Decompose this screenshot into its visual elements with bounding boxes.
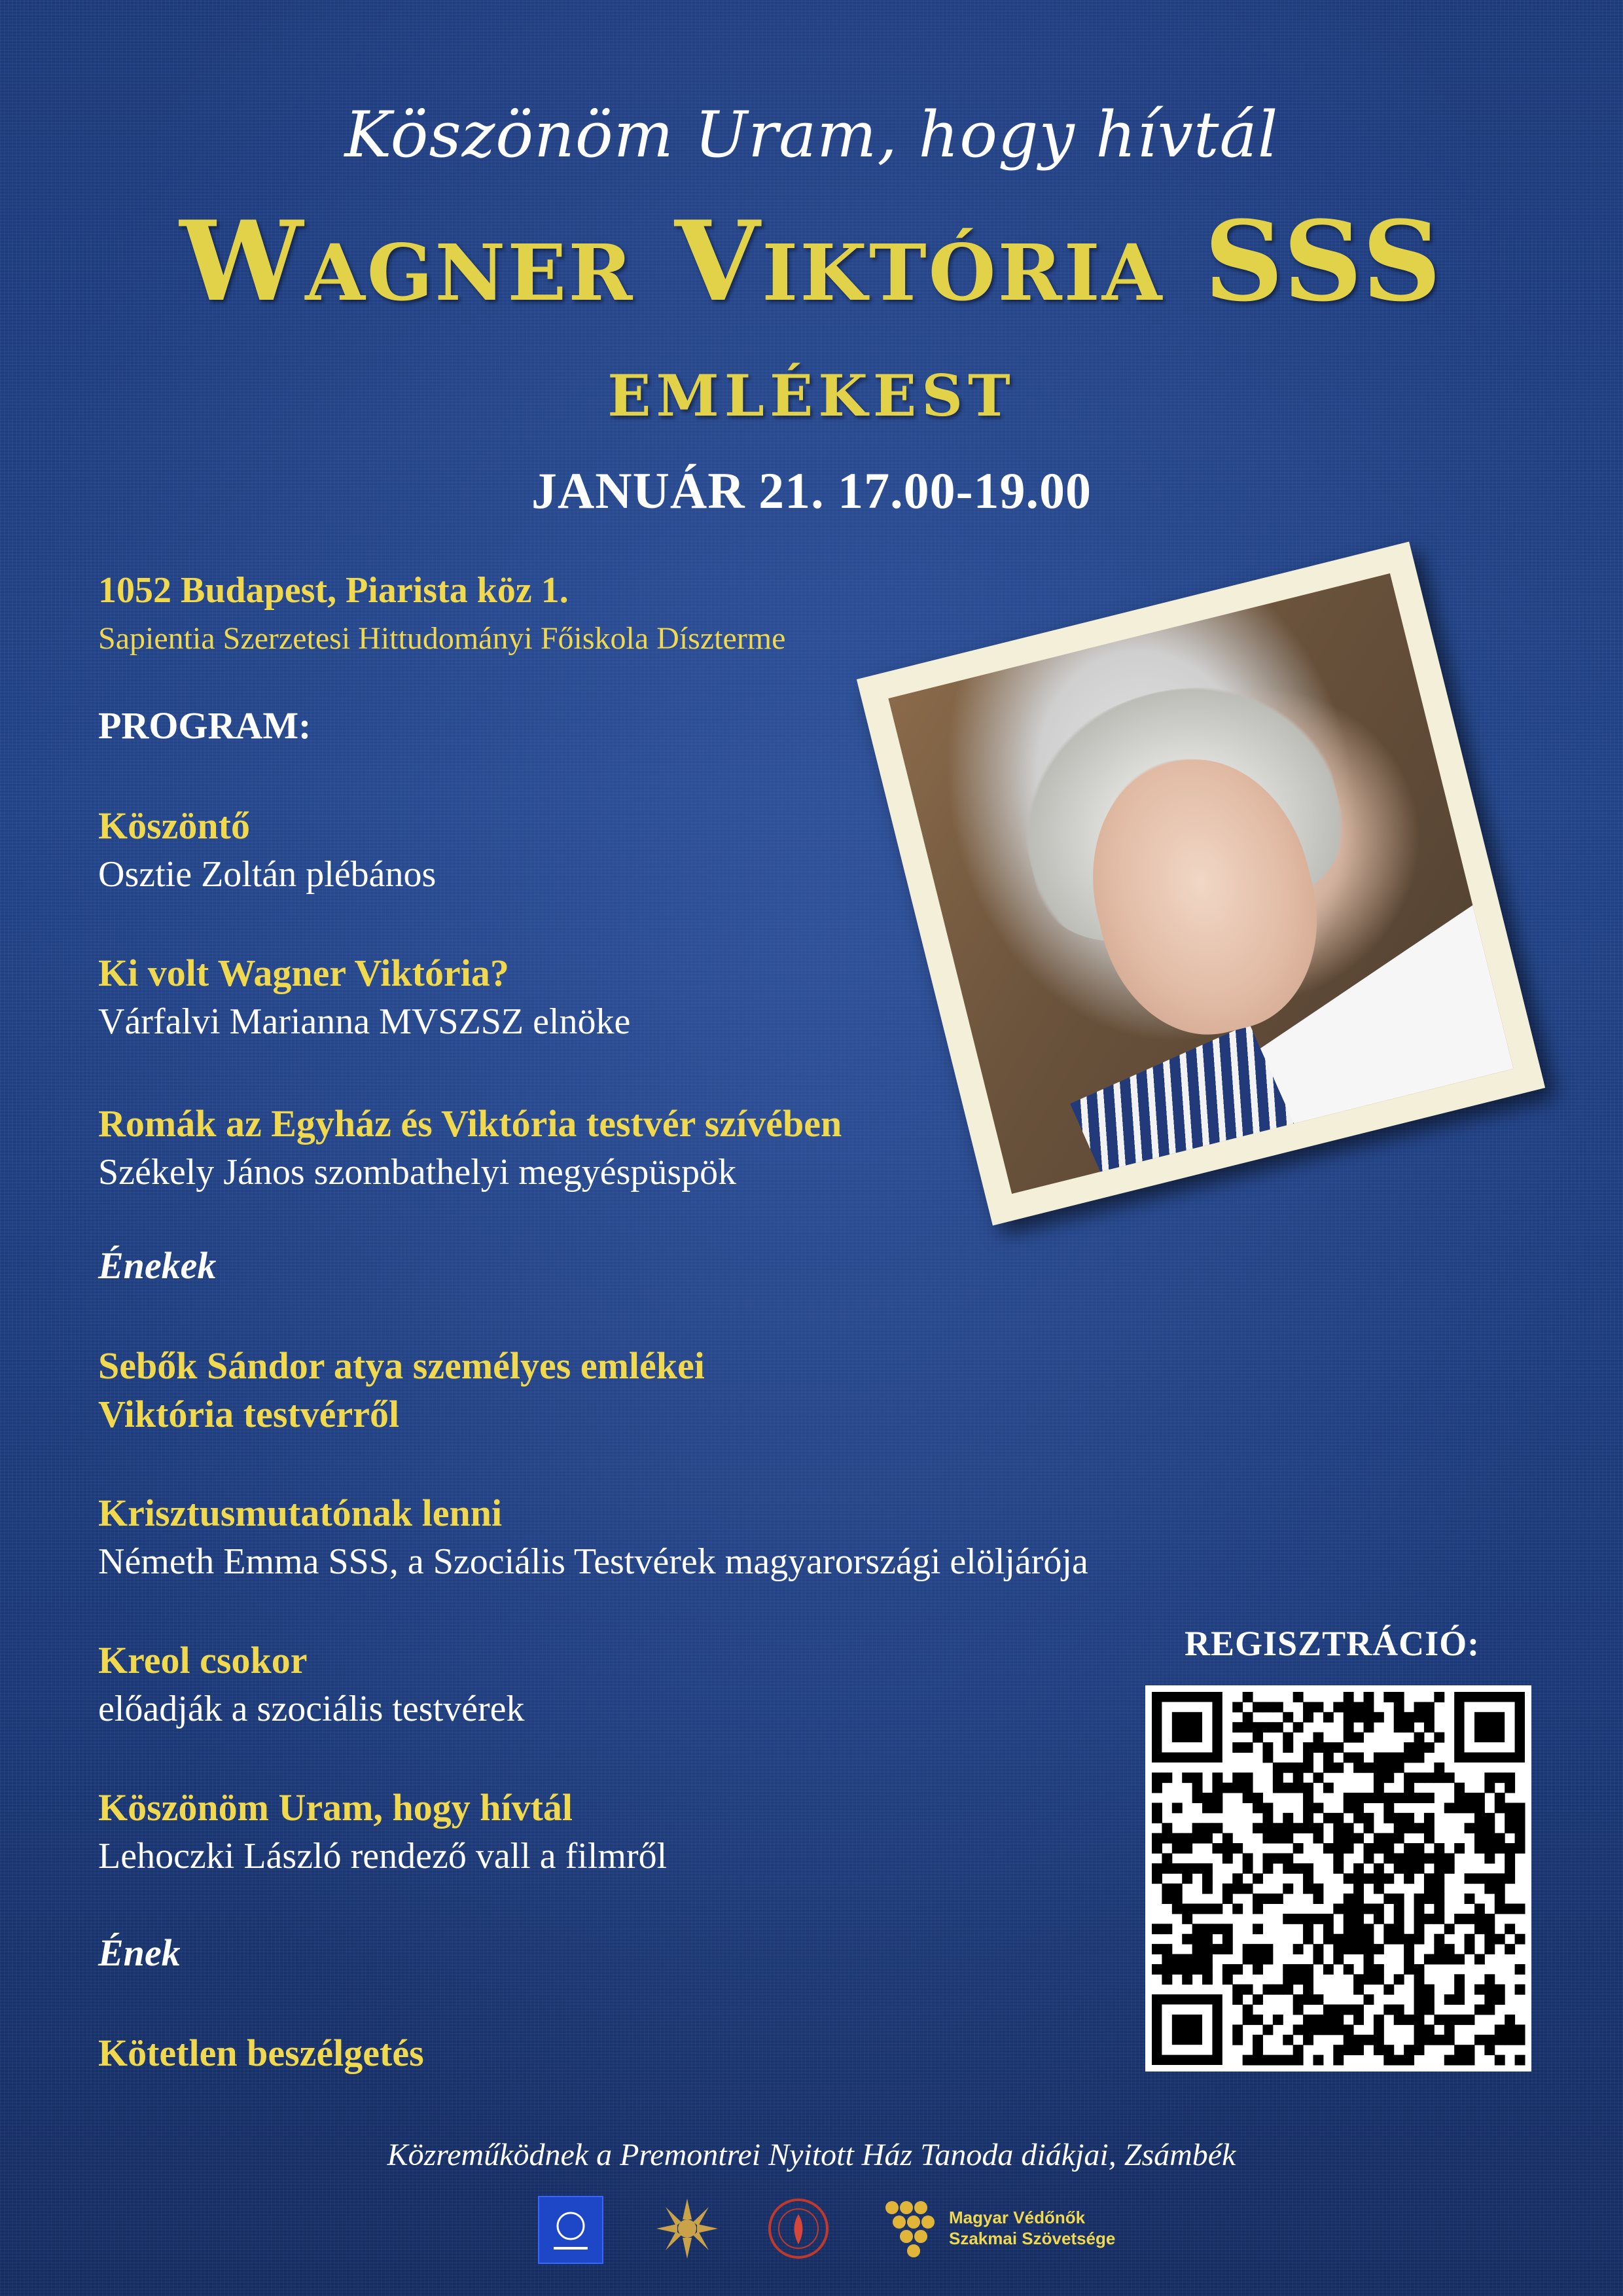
event-date: JANUÁR 21. 17.00-19.00 bbox=[531, 462, 1092, 519]
grape-cluster-icon bbox=[880, 2196, 939, 2261]
program-item-title: Kötetlen beszélgetés bbox=[98, 2032, 424, 2074]
program-item bbox=[98, 2029, 424, 2077]
program-item bbox=[98, 802, 436, 899]
program-item bbox=[98, 1489, 1088, 1586]
program-item-title: Kreol csokor bbox=[98, 1639, 308, 1681]
program-item-title: Köszönöm Uram, hogy hívtál bbox=[98, 1786, 573, 1829]
program-item-speaker: Osztie Zoltán plébános bbox=[98, 854, 437, 895]
program-item bbox=[98, 1244, 216, 1287]
program-item bbox=[98, 1784, 667, 1880]
program-heading: PROGRAM: bbox=[98, 704, 312, 747]
registration-qr-code[interactable] bbox=[1145, 1685, 1531, 2072]
partner-logo-1-icon bbox=[539, 2197, 602, 2263]
program-item-title: Ki volt Wagner Viktória? bbox=[98, 952, 509, 994]
program-item-title: Sebők Sándor atya személyes emlékei bbox=[98, 1344, 705, 1387]
partner-logo-2 bbox=[651, 2196, 723, 2261]
program-item-speaker: Németh Emma SSS, a Szociális Testvérek magyarországi elöljárója bbox=[98, 1541, 1088, 1582]
program-item-speaker: Székely János szombathelyi megyéspüspök bbox=[98, 1152, 737, 1193]
portrait-image bbox=[888, 573, 1513, 1194]
footer-credit: Közreműködnek a Premontrei Nyitott Ház Tanoda diákjai, Zsámbék bbox=[387, 2138, 1236, 2172]
program-item bbox=[98, 1100, 842, 1196]
partner-logo-4-line1: Magyar Védőnők bbox=[949, 2208, 1086, 2227]
event-title: Wagner Viktória SSS bbox=[179, 196, 1444, 326]
program-item bbox=[98, 1931, 181, 1975]
script-subtitle: Köszönöm Uram, hogy hívtál bbox=[344, 98, 1279, 171]
program-item-speaker: Lehoczki László rendező vall a filmről bbox=[98, 1836, 668, 1876]
partner-logo-3 bbox=[762, 2196, 834, 2261]
partner-logo-4-text bbox=[949, 2207, 1115, 2249]
program-item bbox=[98, 1342, 705, 1439]
sun-emblem-icon bbox=[651, 2196, 723, 2261]
program-item bbox=[98, 949, 630, 1046]
address: 1052 Budapest, Piarista köz 1. bbox=[98, 570, 569, 611]
program-item-title-line2: Viktória testvérről bbox=[98, 1393, 400, 1435]
program-item-title: Köszöntő bbox=[98, 804, 250, 847]
partner-logo-4-line2: Szakmai Szövetsége bbox=[949, 2229, 1116, 2248]
program-item-title: Krisztusmutatónak lenni bbox=[98, 1492, 503, 1534]
registration-label: REGISZTRÁCIÓ: bbox=[1185, 1624, 1480, 1663]
program-item-speaker: előadják a szociális testvérek bbox=[98, 1689, 525, 1729]
partner-logo-1 bbox=[538, 2196, 603, 2264]
program-item-title: Romák az Egyház és Viktória testvér szívében bbox=[98, 1102, 842, 1145]
qr-code-graphic bbox=[1145, 1685, 1531, 2072]
portrait-photo bbox=[857, 542, 1545, 1226]
program-item-title: Ének bbox=[98, 1931, 181, 1974]
event-subtitle: emlékest bbox=[607, 340, 1016, 435]
venue: Sapientia Szerzetesi Hittudományi Főiskola Díszterme bbox=[98, 621, 786, 656]
program-item bbox=[98, 1636, 525, 1733]
program-item-speaker: Várfalvi Marianna MVSZSZ elnöke bbox=[98, 1001, 631, 1042]
program-item-title: Énekek bbox=[98, 1244, 217, 1287]
partner-logo-4 bbox=[880, 2196, 939, 2261]
social-sisters-seal-icon bbox=[762, 2196, 834, 2261]
